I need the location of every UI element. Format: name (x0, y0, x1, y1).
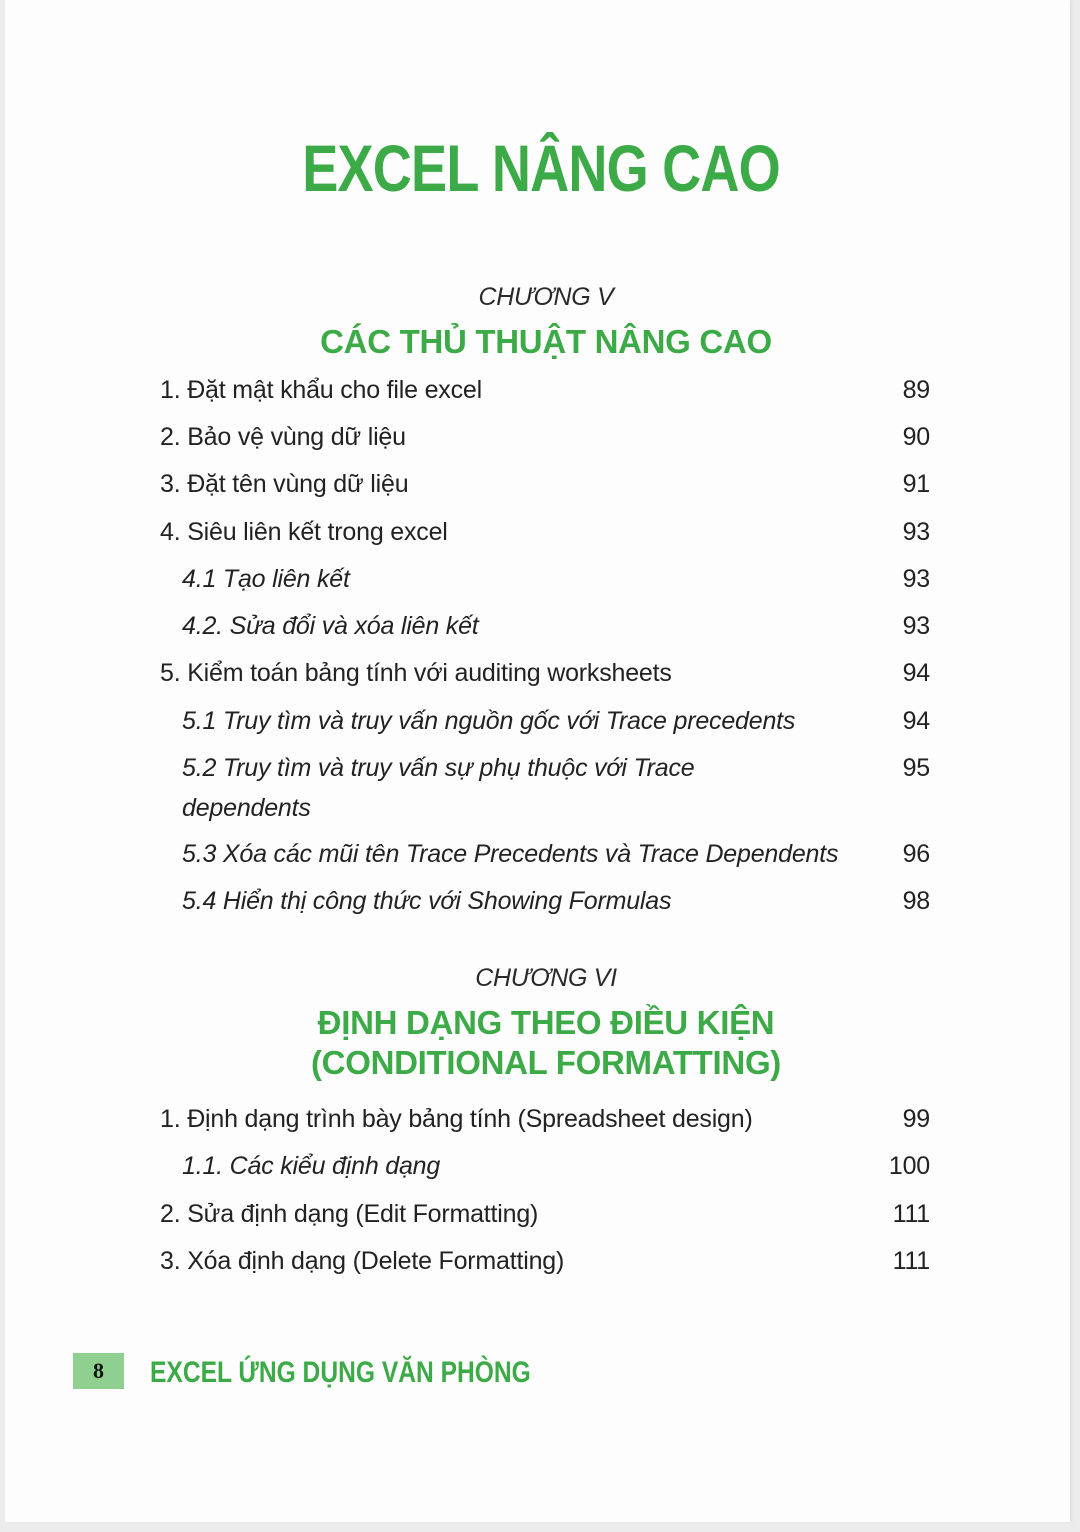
toc-item-page: 93 (902, 518, 930, 546)
toc-item-title: 5.4 Hiển thị công thức với Showing Formulas (182, 887, 672, 915)
toc-item-page: 95 (902, 754, 930, 782)
toc-item-title: 2. Sửa định dạng (Edit Formatting) (160, 1200, 539, 1228)
footer-page-number: 8 (73, 1353, 124, 1389)
chapter-6-title-line1: ĐỊNH DẠNG THEO ĐIỀU KIỆN (317, 1004, 775, 1041)
chapter-5-title: CÁC THỦ THUẬT NÂNG CAO (320, 323, 772, 360)
toc-item-page: 99 (902, 1105, 930, 1133)
main-title: EXCEL NÂNG CAO (302, 131, 780, 205)
toc-item-title: 3. Xóa định dạng (Delete Formatting) (160, 1247, 565, 1275)
toc-item-page: 91 (902, 470, 930, 498)
chapter-6-title-line2: (CONDITIONAL FORMATTING) (310, 1044, 781, 1081)
toc-item-title: 5. Kiểm toán bảng tính với auditing worksheets (160, 659, 672, 687)
toc-item-page: 93 (902, 612, 930, 640)
toc-item-title: 4. Siêu liên kết trong excel (160, 518, 448, 546)
toc-item-title: 1.1. Các kiểu định dạng (182, 1152, 441, 1180)
toc-item-title: 1. Định dạng trình bày bảng tính (Spreadsheet design) (160, 1105, 753, 1133)
chapter-6-label: CHƯƠNG VI (475, 964, 617, 992)
toc-item-page: 89 (902, 376, 930, 404)
toc-item-title: 4.2. Sửa đổi và xóa liên kết (182, 612, 479, 640)
toc-item-title: 5.1 Truy tìm và truy vấn nguồn gốc với Trace precedents (182, 707, 796, 735)
toc-item-title: 2. Bảo vệ vùng dữ liệu (160, 423, 406, 451)
toc-item-page: 94 (902, 707, 930, 735)
toc-item-page: 93 (902, 565, 930, 593)
toc-item-page: 94 (902, 659, 930, 687)
toc-item-page: 111 (892, 1200, 930, 1228)
toc-item-title: 5.3 Xóa các mũi tên Trace Precedents và Trace Dependents (182, 840, 839, 868)
toc-item-title: 4.1 Tạo liên kết (182, 565, 350, 593)
toc-item-title: 5.2 Truy tìm và truy vấn sự phụ thuộc với Trace dependents (182, 754, 695, 822)
toc-item-title: 1. Đặt mật khẩu cho file excel (160, 376, 482, 404)
toc-item-page: 90 (902, 423, 930, 451)
toc-item-title: 3. Đặt tên vùng dữ liệu (160, 470, 409, 498)
chapter-5-label: CHƯƠNG V (478, 283, 614, 311)
toc-item-page: 100 (888, 1152, 930, 1180)
toc-item-page: 98 (902, 887, 930, 915)
toc-item-page: 96 (902, 840, 930, 868)
footer-book-title: EXCEL ỨNG DỤNG VĂN PHÒNG (150, 1356, 531, 1389)
toc-item-page: 111 (892, 1247, 930, 1275)
